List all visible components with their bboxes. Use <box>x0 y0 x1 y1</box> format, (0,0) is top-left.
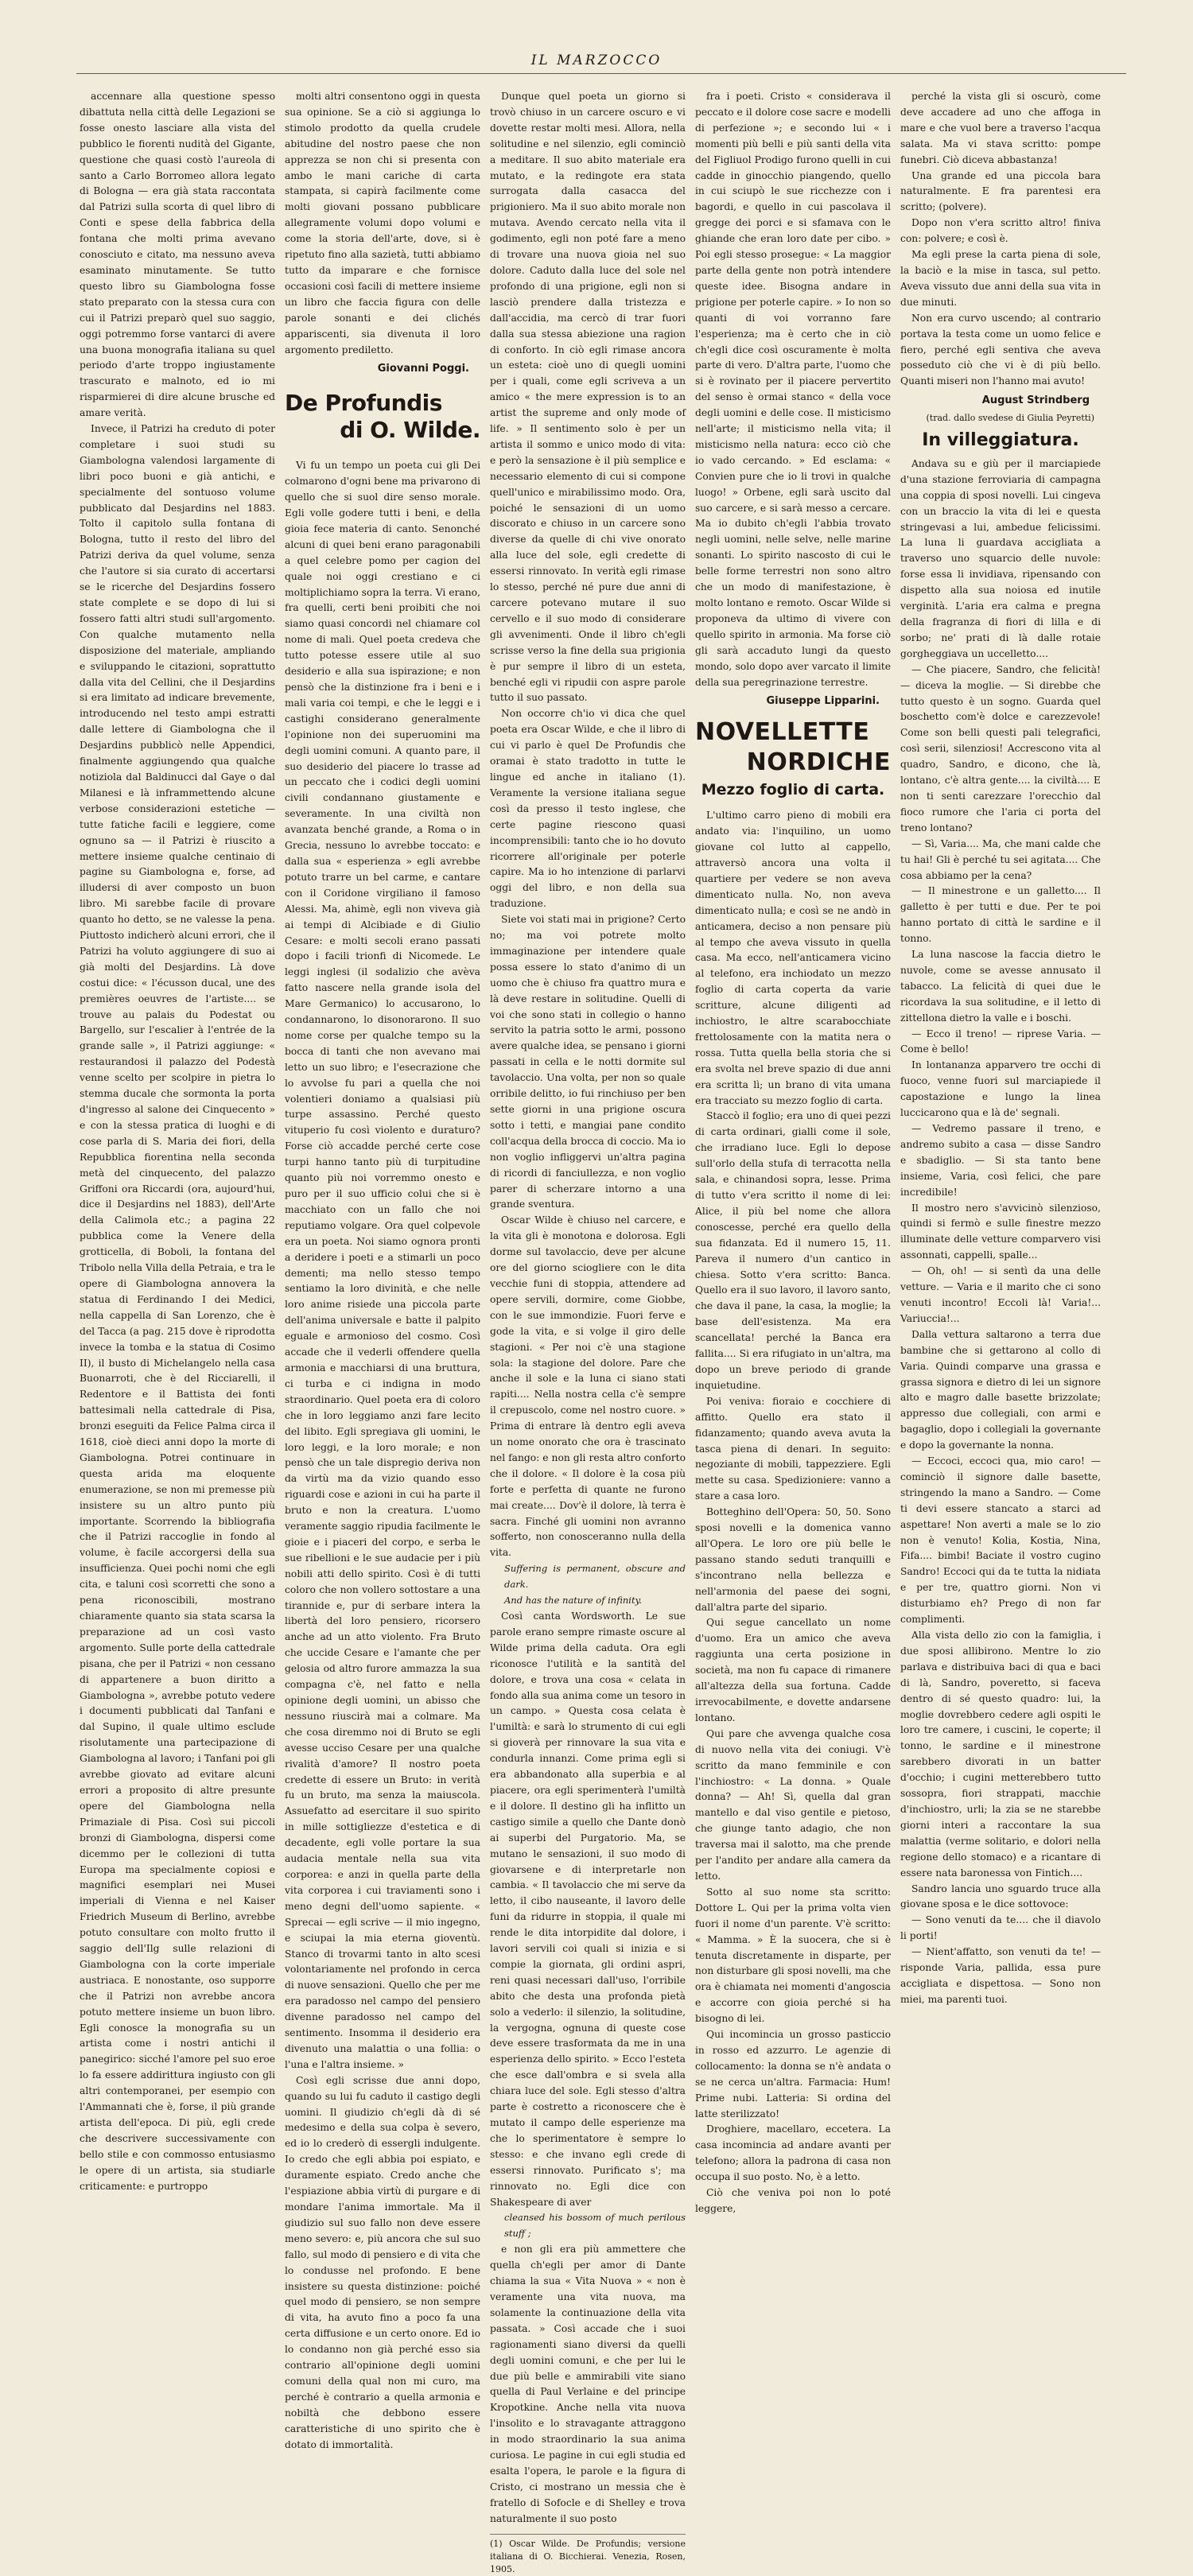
paragraph: — Vedremo passare il treno, e andremo subito a casa — disse Sandro e sbadiglio. — Si sta tanto bene insieme, Varia, così felici, che pare incredibile! <box>900 1123 1101 1198</box>
paragraph: — Eccoci, eccoci qua, mio caro! — cominciò il signore dalle basette, stringendo la mano a Sandro. — Come ti devi essere stancato a starci ad aspettare! Non averti a male se lo zio non è venuto! Kolia, Kostia, Nina, Fifa.... bimbi! Baciate il vostro cugino Sandro! Eccoci qui da te tutta la nidiata e per tre, quattro giorni. Non vi disturbiamo eh? Prego di non far complimenti. <box>900 1455 1101 1626</box>
author-signature: Giuseppe Lipparini. <box>766 695 880 708</box>
column-4 <box>695 89 891 2214</box>
paragraph: Droghiere, macellaro, eccetera. La casa incomincia ad andare avanti per telefono; allora la padrona di casa non occupa il suo posto. No, è a letto. <box>695 2123 891 2183</box>
paragraph: Così egli scrisse due anni dopo, quando su lui fu caduto il castigo degli uomini. Il giudizio ch'egli dà di sé medesimo e della sua colpa è severo, ed io lo crederò di essergli indulgente. Io credo che egli abbia poi espiato, e duramente espiato. Credo anche che l'espiazione abbia virtù di purgare e di mondare l'anima immortale. Ma il giudizio sul suo fallo non deve essere meno severo: e, più ancora che sul suo fallo, sul modo di pensiero e di vita che lo condusse nel profondo. E bene insistere su questa distinzione: poiché quel modo di pensiero, se non sempre di vita, ha avuto fino a poco fa una certa diffusione e un certo onore. Ed io lo condanno non già perché esso sia contrario all'opinione degli uomini comuni della qual non mi curo, ma perché è contrario a quella armonia e nobiltà che debbono essere caratteristiche di uno spirito che è dotato di immortalità. <box>285 2074 480 2450</box>
header-rule <box>76 73 1126 74</box>
verse-line: And has the nature of infinity. <box>504 1595 643 1607</box>
section-title <box>695 717 891 778</box>
article-title-line1: De Profundis <box>285 390 442 417</box>
paragraph: — Sono venuti da te.... che il diavolo li porti! <box>900 1914 1101 1942</box>
paragraph: Dalla vettura saltarono a terra due bambine che si gettarono al collo di Varia. Quindi comparve una grassa e grassa signora e dietro di lei un signore alto e magro dalle basette brizzolate; appresso due collegiali, con armi e bagaglio, dopo i collegiali la governante e dopo la governante la nonna. <box>900 1328 1101 1451</box>
verse-line: cleansed his bossom of much perilous stuff ; <box>504 2212 686 2240</box>
paragraph: Una grande ed una piccola bara naturalmente. E fra parentesi era scritto; (polvere). <box>900 169 1101 213</box>
paragraph: Non era curvo uscendo; al contrario portava la testa come un uomo felice e fiero, perché egli sentiva che aveva posseduto ciò che vi è di più bello. Quanti miseri non l'hanno mai avuto! <box>900 312 1101 387</box>
article-title <box>285 390 480 444</box>
column-5 <box>900 89 1101 2005</box>
paragraph: perché la vista gli si oscurò, come deve accadere ad uno che affoga in mare e che vuol bere a traverso l'acqua salata. Ma vi stava scritto: pompe funebri. Ciò diceva abbastanza! <box>900 91 1101 165</box>
paragraph: Non occorre ch'io vi dica che quel poeta era Oscar Wilde, e che il libro di cui vi parlo è quel De Profundis che oramai è stato tradotto in tutte le lingue ed anche in italiano (1). Veramente la versione italiana segue così da presso il testo inglese, che certe pagine riescono quasi incomprensibili: tanto che io ho dovuto ricorrere all'originale per poterle capire. Ma io ho intenzione di parlarvi oggi del libro, e non della sua traduzione. <box>490 708 686 910</box>
section-title-line1: NOVELLETTE <box>695 718 870 747</box>
paragraph: molti altri consentono oggi in questa sua opinione. Se a ciò si aggiunga lo stimolo prodotto da quella crudele abitudine del nostro paese che non apprezza se non chi si presenta con ambo le mani cariche di carta stampata, si capirà facilmente come molti giovani possano pubblicare allegramente volumi dopo volumi e come la storia dell'arte, dove, si è ripetuto fino alla sazietà, tutti abbiamo tutto da imparare e che fornisce occasioni così facili di mettere insieme un libro che faccia figura con delle parole sonanti e dei clichés appariscenti, sia divenuta il loro argomento prediletto. <box>285 91 480 356</box>
column-1 <box>80 89 275 2192</box>
paragraph: Sandro lancia uno sguardo truce alla giovane sposa e le dice sottovoce: <box>900 1882 1101 1910</box>
paragraph: Ma egli prese la carta piena di sole, la baciò e la mise in tasca, sul petto. Aveva vissuto due anni della sua vita in due minuti. <box>900 249 1101 308</box>
paragraph: Così canta Wordsworth. Le sue parole erano sempre rimaste oscure al Wilde prima della caduta. Ora egli riconosce l'utilità e la santità del dolore, e trova una cosa « celata in fondo alla sua anima come un tesoro in un campo. » Questa cosa celata è l'umiltà: e sarà lo strumento di cui egli si gioverà per rinnovare la sua vita e condurla innanzi. Come prima egli si era abbandonato alla superbia e al piacere, ora egli sperimenterà l'umiltà e il dolore. Il destino gli ha inflitto un castigo simile a quello che Dante donò ai superbi del Purgatorio. Ma, se mutano le sensazioni, il suo modo di giovarsene e di interpretarle non cambia. « Il tavolaccio che mi serve da letto, il cibo nauseante, il lavoro delle funi da ridurre in stoppia, il quale mi rende le dita intorpidite dal dolore, i lavori servili coi quali si inizia e si compie la giornata, gli ordini aspri, reni quasi necessari dall'uso, l'orribile abito che desta una profonda pietà solo a vederlo: il silenzio, la solitudine, la vergogna, ognuna di queste cose deve essere trasformata da me in una esperienza dello spirito. » Ecco l'esteta che esce dall'ombra e si svela alla chiara luce del sole. Egli stesso d'altra parte è costretto a riconoscere che è mutato il campo delle esperienze ma che lo sperimentatore è sempre lo stesso: e che invano egli crede di essersi rinnovato. Purificato s'; ma rinnovato no. Egli dice con Shakespeare di aver <box>490 1610 686 2208</box>
paragraph: L'ultimo carro pieno di mobili era andato via: l'inquilino, un uomo giovane col lutto al cappello, attraversò ancora una volta il quartiere per vedere se non aveva dimenticato nulla. No, non aveva dimenticato nulla; e così se ne andò in anticamera, deciso a non pensare più al tempo che aveva vissuto in quella casa. Ma ecco, nell'anticamera vicino al telefono, era inchiodato un mezzo foglio di carta coperta da varie scritture, alcune diligenti ad inchiostro, le altre scarabocchiate frettolosamente con la matita nera o rossa. Tutta quella bella storia che si era svolta nel breve spazio di due anni era scritta lì; un brano di vita umana era tracciato su mezzo foglio di carta. <box>695 810 891 1106</box>
footnote: (1) Oscar Wilde. De Profundis; versione italiana di O. Bicchierai. Venezia, Rosen, 1905. <box>490 2534 686 2576</box>
paragraph: accennare alla questione spesso dibattuta nella città delle Legazioni se fosse onesto lasciare alla vista del pubblico le fiorenti nudità del Gigante, questione che quasi costò l'aureola di santo a Carlo Borromeo allora legato di Bologna — era già stata raccontata dal Patrizi sulla scorta di quel libro di Conti e spese della fabbrica della fontana che molti prima avevano conosciuto e citato, ma nessuno aveva esaminato minutamente. Se tutto questo libro su Giambologna fosse stato preparato con la stessa cura con cui il Patrizi preparò quel suo saggio, oggi potremmo forse vantarci di avere una buona monografia italiana su quel periodo d'arte troppo ingiustamente trascurato e malnoto, ed io mi risparmierei di dire alcune brusche ed amare verità. <box>80 91 275 419</box>
paragraph: Qui segue cancellato un nome d'uomo. Era un amico che aveva raggiunta una certa posizione in società, ma non fu capace di rimanere all'altezza della sua fortuna. Cadde irrevocabilmente, e dovette andarsene lontano. <box>695 1617 891 1723</box>
translator-note: (trad. dallo svedese di Giulia Peyretti) <box>926 413 1094 424</box>
article-title-line2: di O. Wilde. <box>340 417 480 444</box>
story-title: In villeggiatura. <box>922 430 1079 451</box>
paragraph: — Nient'affatto, son venuti da te! — risponde Varia, pallida, essa pure accigliata e dispettosa. — Sono non miei, ma parenti tuoi. <box>900 1946 1101 2005</box>
paragraph: Staccò il foglio; era uno di quei pezzi di carta ordinari, gialli come il sole, che irradiano luce. Egli lo depose sull'orlo della stufa di terracotta nella sala, e chinandosi sopra, lesse. Prima di tutto v'era scritto il nome di lei: Alice, il più bel nome che allora conoscesse, perché era quello della sua fidanzata. Ed il numero 15, 11. Pareva il numero d'un cantico in chiesa. Sotto v'era scritto: Banca. Quello era il suo lavoro, il lavoro santo, che dava il pane, la casa, la moglie; la base dell'esistenza. Ma era scancellata! perché la Banca era fallita.... Si era rifugiato in un'altra, ma dopo un breve periodo di grande inquietudine. <box>695 1110 891 1391</box>
paragraph: — Oh, oh! — si sentì da una delle vetture. — Varia e il marito che ci sono venuti incontro! Eccoli là! Varia!... Variuccia!... <box>900 1265 1101 1324</box>
paragraph: — Che piacere, Sandro, che felicità! — diceva la moglie. — Si direbbe che tutto questo è un sogno. Guarda quel boschetto com'è dolce e carezzevole! Come son belli questi pali telegrafici, così serii, silenziosi! Accrescono vita al quadro, Sandro, e dicono, che là, lontano, c'è altra gente.... la civiltà.... E non ti senti carezzare l'orecchio dal fioco rumore che l'aria ci porta del treno lontano? <box>900 663 1101 833</box>
column-3 <box>490 89 686 2574</box>
author-signature: August Strindberg <box>981 394 1090 407</box>
paragraph: Qui incomincia un grosso pasticcio in rosso ed azzurro. Le agenzie di collocamento: la donna se n'è andata o se ne cerca un'altra. Farmacia: Hum! Prime nubi. Latteria: Si ordina del latte sterilizzato! <box>695 2029 891 2119</box>
paragraph: Alla vista dello zio con la famiglia, i due sposi allibirono. Mentre lo zio parlava e distribuiva baci di qua e baci di là, Sandro, poveretto, si faceva dentro di sé questo quadro: lui, la moglie dovrebbero cedere agli ospiti le loro tre camere, i cuscini, le coperte; il tonno, le sardine e il minestrone sarebbero divorati in un batter d'occhio; i cugini metterebbero tutto sossopra, fiori strappati, macchie d'inchiostro, urli; la zia se ne starebbe giorni interi a raccontare la sua malattia (verme solitario, e dolori nella regione dello stomaco) e a ricantare di essere nata baronessa von Fintich.... <box>900 1630 1101 1879</box>
column-2 <box>285 89 480 2450</box>
paragraph: Andava su e giù per il marciapiede d'una stazione ferroviaria di campagna una coppia di sposi novelli. Lui cingeva con un braccio la vita di lei e questa stringevasi a lui, ambedue felicissimi. La luna li guardava accigliata a traverso uno squarcio delle nuvole: forse essa li invidiava, ripensando con dispetto alla sua noiosa ed inutile verginità. L'aria era calma e pregna della fragranza di fiori di lilla e di sorbo; ne' prati di là dalle rotaie gorgheggiava un uccelletto.... <box>900 457 1101 659</box>
paragraph: Ciò che veniva poi non lo poté leggere, <box>695 2187 891 2214</box>
paragraph: In lontananza apparvero tre occhi di fuoco, venne fuori sul marciapiede il capostazione e lungo la linea luccicarono qua e là de' segnali. <box>900 1059 1101 1119</box>
paragraph: Siete voi stati mai in prigione? Certo no; ma voi potrete molto immaginazione per intendere quale possa essere lo stato d'animo di un uomo che è chiuso fra quattro mura e là deve restare in solitudine. Quelli di voi che sono stati in collegio o hanno servito la patria sotto le armi, possono avere qualche idea, se pensano i giorni passati in cella e le notti dormite sul tavolaccio. Una volta, per non so quale orribile delitto, io fui rinchiuso per ben sette giorni in una prigione oscura sotto i tetti, e mangiai pane condito coll'acqua della brocca di coccio. Ma io non voglio infliggervi un'altra pagina di ricordi di fanciullezza, e non voglio parer di scherzare intorno a una grande sventura. <box>490 914 686 1210</box>
paragraph: Botteghino dell'Opera: 50, 50. Sono sposi novelli e la domenica vanno all'Opera. Le loro ore più belle le passano stando seduti tranquilli e s'incontrano nella bellezza e nell'armonia del paese dei sogni, dall'altra parte del sipario. <box>695 1506 891 1613</box>
section-title-line2: NORDICHE <box>746 748 891 777</box>
paragraph: fra i poeti. Cristo « considerava il peccato e il dolore cose sacre e modelli di perfezione »; e secondo lui « i momenti più belli e più santi della vita del Figliuol Prodigo furono quelli in cui cadde in ginocchio piangendo, quello in cui sciupò le sue ricchezze con i bagordi, e quello in cui pascolava il gregge dei porci e si sfamava con le ghiande che eran loro date per cibo. » Poi egli stesso prosegue: « La maggior parte della gente non potrà intendere queste idee. Bisogna andare in prigione per poterle capire. » Io non so quanti di voi vorranno fare l'esperienza; ma è certo che in ciò ch'egli dice così oscuramente è molta parte di vero. D'altra parte, l'uomo che si è rovinato per il piacere pervertito del senso è ormai stanco « della voce degli uomini e delle cose. Il misticismo nell'arte; il misticismo nella vita; il misticismo nella natura: ecco ciò che io vado cercando. » Ed esclama: « Convien pure che io li trovi in qualche luogo! » Orbene, egli sarà uscito dal suo carcere, e si sarà messo a cercare. Ma io dubito ch'egli l'abbia trovato negli uomini, nelle selve, nelle marine sonanti. Lo spirito nascosto di cui le belle forme terrestri non sono altro che un modo di manifestazione, è molto lontano e remoto. Oscar Wilde si proponeva da ultimo di vivere con quello spirito in armonia. Ma forse ciò gli sarà accaduto lungi da questo mondo, solo dopo aver varcato il limite della sua peregrinazione terrestre. <box>695 91 891 688</box>
running-head: IL MARZOCCO <box>530 52 663 68</box>
paragraph: — Ecco il treno! — riprese Varia. — Come è bello! <box>900 1028 1101 1055</box>
paragraph: Il mostro nero s'avvicinò silenzioso, quindi si fermò e sulle finestre mezzo illuminate delle vetture comparvero visi assonnati, cappelli, spalle... <box>900 1202 1101 1261</box>
paragraph: Sotto al suo nome sta scritto: Dottore L. Qui per la prima volta vien fuori il nome d'un parente. V'è scritto: « Mamma. » È la suocera, che si è tenuta discretamente in disparte, per non disturbare gli sposi novelli, ma che ora è chiamata nei momenti d'angoscia e accorre con gioia perché si ha bisogno di lei. <box>695 1886 891 2025</box>
paragraph: e non gli era più ammettere che quella ch'egli per amor di Dante chiama la sua « Vita Nuova » « non è veramente una vita nuova, ma solamente la continuazione della vita passata. » Così accade che i suoi ragionamenti siano diversi da quelli degli uomini comuni, e che per lui le due più belle e ammirabili vite siano quella di Paul Verlaine e del principe Kropotkine. Anche nella vita nuova l'insolito e lo stravagante attraggono in modo straordinario la sua anima curiosa. Le pagine in cui egli studia ed esalta l'opera, le parole e la figura di Cristo, ci mostrano un messia che è fratello di Sofocle e di Shelley e trova naturalmente il suo posto <box>490 2244 686 2524</box>
author-signature: Giovanni Poggi. <box>377 363 469 375</box>
paragraph: Poi veniva: fioraio e cocchiere di affitto. Quello era stato il fidanzamento; quando aveva avuta la tasca piena di denari. In seguito: negoziante di mobili, tappezziere. Egli mette su casa. Spedizioniere: vanno a stare a casa loro. <box>695 1395 891 1502</box>
paragraph: Dunque quel poeta un giorno si trovò chiuso in un carcere oscuro e vi dovette restar molti mesi. Allora, nella solitudine e nel silenzio, egli cominciò a meditare. Il suo abito materiale era mutato, e la redingote era stata surrogata dalla casacca del prigioniero. Ma il suo abito morale non mutava. Avendo cercato nella vita il godimento, egli non poté fare a meno di trovare una nuova gioia nel suo dolore. Caduto dalla luce del sole nel profondo di una prigione, egli non si lasciò prendere dalla tristezza e dall'accidia, ma cercò di trar fuori dalla sua stessa abiezione una ragion di conforto. In ciò egli rimase ancora un esteta: cioè uno di quegli uomini per i quali, come egli scriveva a un amico « the mere expression is to an artist the supreme and only mode of life. » Il sentimento solo è per un artista il sommo e unico modo di vita: e però la sensazione è il più semplice e necessario elemento di cui si compone quell'unico e mirabilissimo modo. Ora, poiché le sensazioni di un uomo discorato e chiuso in un carcere sono diverse da quelle di chi vive onorato alla luce del sole, egli credette di essersi rinnovato. In verità egli rimase lo stesso, perché né pure due anni di carcere potevano mutare il suo cervello e il suo modo di considerare gli avvenimenti. Onde il libro ch'egli scrisse verso la fine della sua prigionia è pur sempre il libro di un esteta, benché egli vi ripudii con aspre parole tutto il suo passato. <box>490 91 686 704</box>
verse-line: Suffering is permanent, obscure and dark. <box>504 1563 686 1591</box>
paragraph: — Sì, Varia.... Ma, che mani calde che tu hai! Gli è perché tu sei agitata.... Che cosa abbiamo per la cena? <box>900 837 1101 881</box>
paragraph: La luna nascose la faccia dietro le nuvole, come se avesse annusato il tabacco. La felicità di quei due le ricordava la sua solitudine, e il letto di zittellona dietro la valle e i boschi. <box>900 949 1101 1024</box>
paragraph: Invece, il Patrizi ha creduto di poter completare i suoi studi su Giambologna valendosi largamente di libri poco buoni e già antichi, e specialmente del sontuoso volume pubblicato dal Desjardins nel 1883. Tolto il capitolo sulla fontana di Bologna, tutto il resto del libro del Patrizi deriva da quel volume, senza che l'autore si sia curato di accertarsi se le ricerche del Desjardins fossero state complete e se dopo di lui si fossero fatti altri studi sull'argomento. Con qualche mutamento nella disposizione del materiale, ampliando e sviluppando le citazioni, soprattutto dalla vita del Cellini, che il Desjardins si era limitato ad indicare brevemente, introducendo nel testo ampi estratti dalle lettere di Giambologna che il Desjardins pubblicò nelle Appendici, finalmente aggiungendo qua qualche notiziola dal Baldinucci dal Gaye o dal Milanesi e là inframmettendo alcune verbose considerazioni estetiche — tutte fatiche facili e leggiere, come ognuno sa — il Patrizi è riuscito a mettere insieme qualche centinaio di pagine su Giambologna e, forse, ad illudersi di aver composto un buon libro. Mi sarebbe facile di provare quanto ho detto, se ne valesse la pena. Piuttosto indicherò alcuni errori, che il Patrizi ha voluto aggiungere di suo ai già molti del Desjardins. Là dove costui dice: « l'écusson ducal, une des premières oeuvres de l'artiste.... se trouve au palais du Podestat ou Bargello, sur l'escalier à l'entrée de la grande salle », il Patrizi aggiunge: « restaurandosi il palazzo del Podestà venne scelto per scolpire in pietra lo stemma ducale che sormonta la porta d'ingresso al salone dei Cinquecento » e con la stessa pratica di luoghi e di cose parla di S. Maria dei fiori, della Repubblica fiorentina nella seconda metà del cinquecento, del palazzo Griffoni ora Riccardi (ora, aujourd'hui, dice il Desjardins nel 1883), dell'Arte della Calimola etc.; a pagina 22 pubblica come la Venere della grotticella, di Boboli, la fontana del Tribolo nella Villa della Petraia, e tra le opere di Giambologna annovera la statua di Ferdinando I dei Medici, nella cappella di San Lorenzo, che è del Tacca (a pag. 215 dove è riprodotta invece la tomba e la statua di Cosimo II), il busto di Michelangelo nella casa Buonarroti, che è del Ricciarelli, il Redentore e il Battista dei fonti battesimali nella cattedrale di Pisa, bronzi eseguiti da Felice Palma circa il 1618, cioè dieci anni dopo la morte di Giambologna. Potrei continuare in questa arida ma eloquente enumerazione, se non mi premesse più insistere su un altro punto più importante. Scorrendo la bibliografia che il Patrizi raccoglie in fondo al volume, è facile accorgersi della sua insufficienza. Quei pochi nomi che egli cita, e taluni così scorretti che sono a pena riconoscibili, mostrano chiaramente quanto sia stata scarsa la preparazione ad un così vasto argomento. Sulle porte della cattedrale pisana, che per il Patrizi « non cessano di appartenere a buon diritto a Giambologna », avrebbe potuto vedere i documenti pubblicati dal Tanfani e dal Supino, il quale ultimo esclude risolutamente una partecipazione di Giambologna al lavoro; i Tanfani poi gli avrebbe giovato ad evitare alcuni errori a proposito di altre presunte opere del Giambologna nella Primaziale di Pisa. Così sui piccoli bronzi di Giambologna, dispersi come dicemmo per le collezioni di tutta Europa ma specialmente copiosi e magnifici esemplari nei Musei imperiali di Vienna e nel Kaiser Friedrich Museum di Berlino, avrebbe potuto consultare con molto frutto il saggio dell'Ilg sulle relazioni di Giambologna con la corte imperiale austriaca. E nonostante, oso supporre che il Patrizi non avrebbe ancora potuto mettere insieme un buon libro. Egli conosce la monografia su un artista come i nostri antichi il panegirico: sicché l'amore pel suo eroe lo fa essere addirittura ingiusto con gli altri contemporanei, per esempio con l'Ammannati che è, forse, il più grande artista dell'epoca. Di più, egli crede che descrivere successivamente con bello stile e con commosso entusiasmo le opere di un artista, sia studiarle criticamente: e purtroppo <box>80 423 275 2192</box>
paragraph: Oscar Wilde è chiuso nel carcere, e la vita gli è monotona e dolorosa. Egli dorme sul tavolaccio, deve per alcune ore del giorno sciogliere con le dita vecchie funi di stoppia, attendere ad opere servili, dormire, come Giobbe, con le sue immondizie. Fuori ferve e gode la vita, e si volge il giro delle stagioni. « Per noi c'è una stagione sola: la stagione del dolore. Pare che anche il sole e la luna ci siano stati rapiti.... Nella nostra cella c'è sempre il crepuscolo, come nel nostro cuore. » Prima di entrare là dentro egli aveva un nome onorato che ora è trascinato nel fango: e non gli resta altro conforto che il dolore. « Il dolore è la cosa più forte e perfetta di quante ne furono mai create.... Dov'è il dolore, là terra è sacra. Finché gli uomini non avranno sofferto, non conosceranno nulla della vita. <box>490 1214 686 1559</box>
paragraph: Qui pare che avvenga qualche cosa di nuovo nella vita dei coniugi. V'è scritto da mano femminile e con l'inchiostro: « La donna. » Quale donna? — Ah! Sì, quella dal gran mantello e dal viso gentile e pietoso, che giunge tanto adagio, che non traversa mai il salotto, ma che prende per l'andito per andare alla camera da letto. <box>695 1727 891 1882</box>
story-title: Mezzo foglio di carta. <box>701 781 885 799</box>
paragraph: Dopo non v'era scritto altro! finiva con: polvere; e così è. <box>900 217 1101 245</box>
paragraph: — Il minestrone e un galletto.... Il galletto è per tutti e due. Per te poi hanno portato di città le sardine e il tonno. <box>900 885 1101 945</box>
paragraph: Vi fu un tempo un poeta cui gli Dei colmarono d'ogni bene ma privarono di quello che si suol dire senso morale. Egli volle godere tutti i beni, e della gioia fece materia di canto. Senonché alcuni di quei beni erano paragonabili a quel celebre pomo per cagion del quale noi oggi crestiano e ci moltiplichiamo sopra la terra. Vi erano, fra quelli, certi beni proibiti che noi siamo quasi concordi nel chiamare col nome di mali. Quel poeta credeva che tutto potesse essere utile al suo desiderio e alla sua ispirazione; e non pensò che la distinzione fra i beni e i mali varia coi tempi, e che le leggi e i castighi considerano generalmente l'opinione non dei superuomini ma degli uomini comuni. A quanto pare, il suo desiderio del piacere lo trasse ad un peccato che i codici degli uomini civili condannano giustamente e severamente. In una civiltà non avanzata benché grande, a Roma o in Grecia, nessuno lo avrebbe toccato: e dalla sua « esperienza » egli avrebbe potuto trarre un bel carme, e cantare con il Coridone virgiliano il famoso Alessi. Ma, ahimè, egli non viveva già ai tempi di Alcibiade e di Giulio Cesare: e molti secoli erano passati dopo i facili trionfi di Nicomede. Le leggi inglesi (il sodalizio che avèva fatto nascere nella grande isola del Mare Germanico) lo accusarono, lo condannarono, lo disonorarono. Il suo nome corse per qualche tempo su la bocca di tanti che non avevano mai letto un suo libro; e l'esecrazione che lo avvolse fu pari a quella che noi volentieri doniamo a qualsiasi più turpe assassino. Perché questo vituperio fu così violento e duraturo? Forse ciò accadde perché certe cose turpi hanno tanto più di turpitudine quanto più noi vorremmo onesto e puro per il suo ufficio colui che si è macchiato con un fallo che noi reputiamo volgare. Ora quel colpevole era un poeta. Noi siamo ognora pronti a deridere i poeti e a stimarli un poco dementi; ma nello stesso tempo sentiamo la loro divinità, e che nelle loro anime risiede una piccola parte dell'anima universale e batte il palpito eguale e armonioso del cosmo. Così accade che il vederli offendere quella armonia e macchiarsi di una bruttura, ci turba e ci indigna in modo straordinario. Quel poeta era di coloro che in loro leggiamo anzi fare lecito del libito. Egli spregiava gli uomini, le loro leggi, e la loro morale; e non pensò che un tale dispregio deriva non da virtù ma da vizio quando esso riguardi cose e azioni in cui ha parte il bruto e non la creatura. L'uomo veramente saggio ripudia facilmente le gioie e i piaceri del corpo, e serba le sue ribellioni e le sue audacie per i più nobili atti dello spirito. Così è di tutti coloro che non vollero sottostare a una tirannide e, pur di serbare intera la libertà del loro pensiero, ricorsero anche ad un atto violento. Fra Bruto che uccide Cesare e l'amante che per gelosia od altro furore ammazza la sua compagna c'è, nel fatto e nella opinione degli uomini, un abisso che nessuno riuscirà mai a colmare. Ma che cosa diremmo noi di Bruto se egli avesse ucciso Cesare per una qualche rivalità d'amore? Il nostro poeta credette di essere un Bruto: in verità fu un bruto, ma senza la maiuscola. Assuefatto ad esercitare il suo spirito in mille sottigliezze d'estetica e di decadente, egli volle portare la sua audacia mentale nella sua vita corporea: e anzi in quella parte della vita corporea i cui traviamenti sono i meno degni dell'uomo sapiente. « Sprecai — egli scrive — il mio ingegno, e sciupai la mia eterna gioventù. Stanco di trovarmi tanto in alto scesi volontariamente nel profondo in cerca di nuove sensazioni. Quello che per me era paradosso nel campo del pensiero divenne paradosso nel campo del sentimento. Insomma il desiderio era divenuto una malattia o una follia: o l'una e l'altra insieme. » <box>285 460 480 2070</box>
